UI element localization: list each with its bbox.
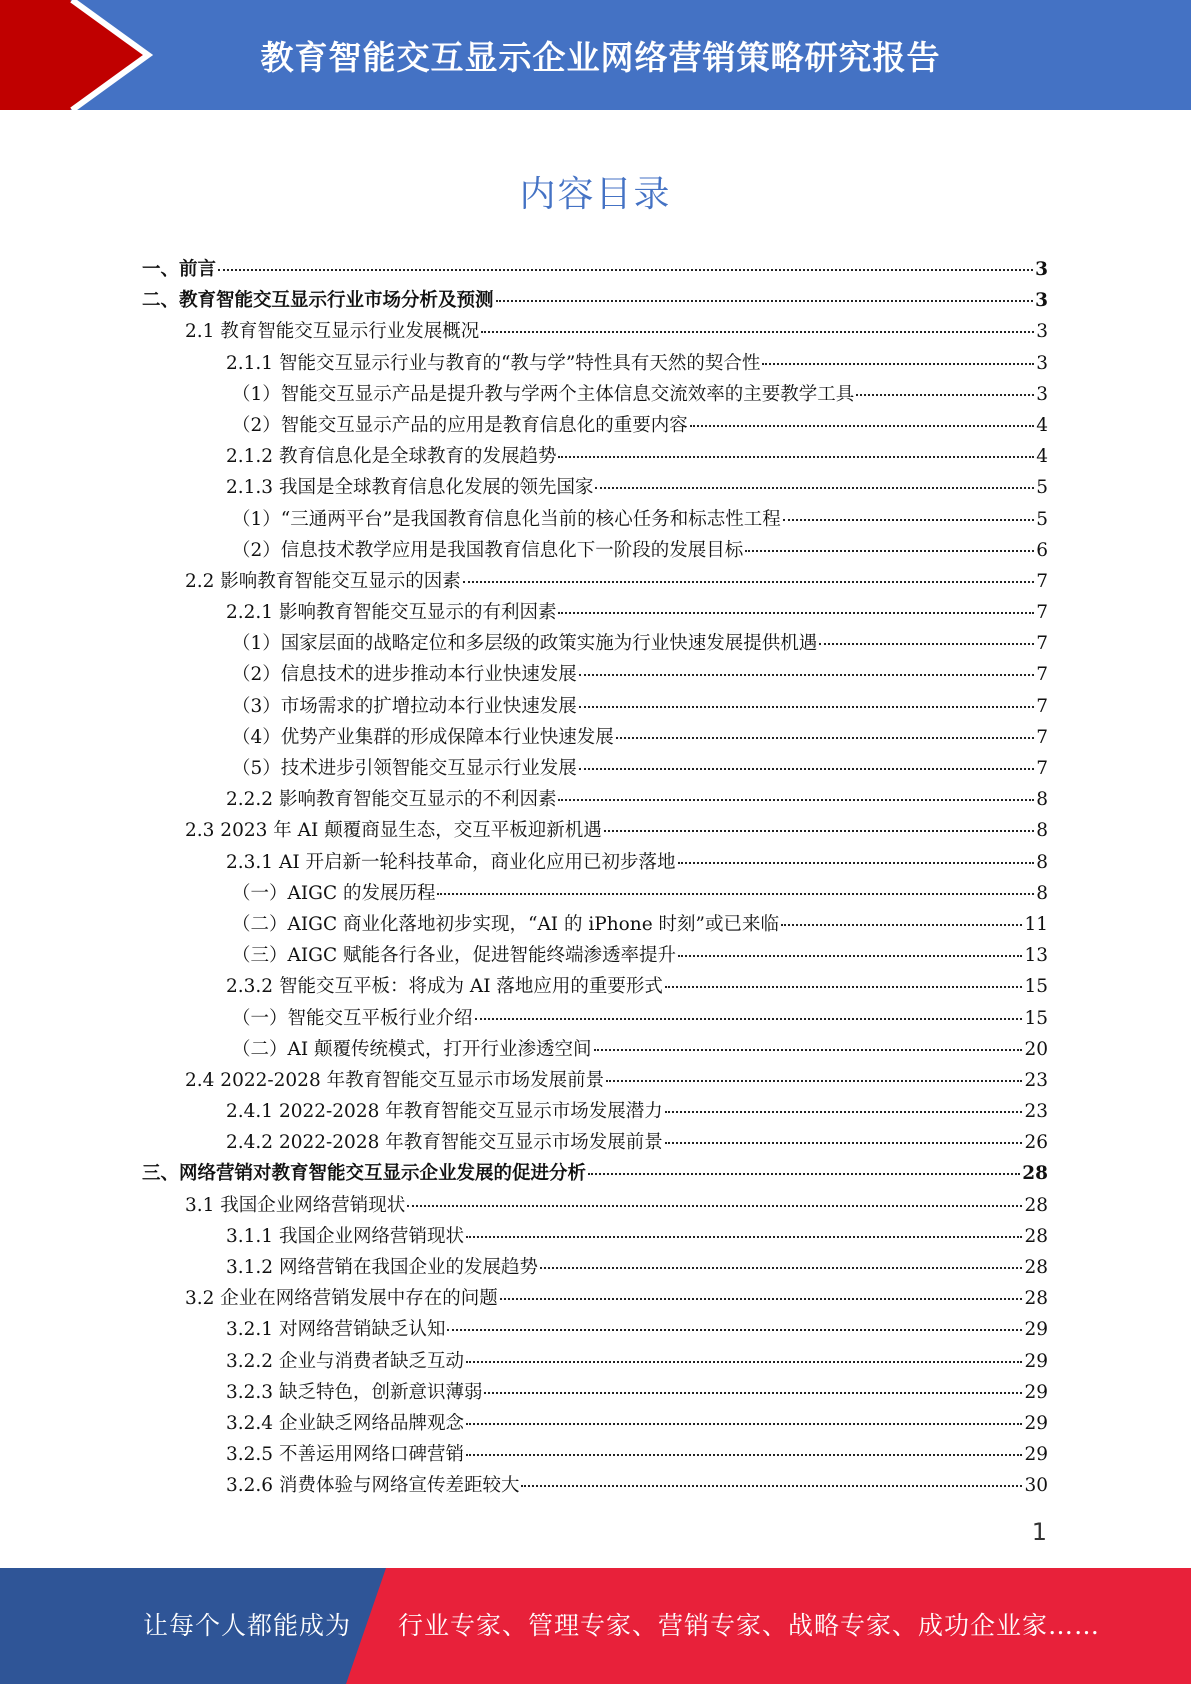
toc-dot-leader <box>606 1080 1022 1082</box>
toc-heading: 内容目录 <box>519 174 672 215</box>
toc-entry[interactable] <box>185 1065 1048 1096</box>
toc-entry-page: 7 <box>1036 602 1048 624</box>
toc-entry-page: 29 <box>1024 1444 1048 1466</box>
toc-entry-label: （三）AIGC 赋能各行各业，促进智能终端渗透率提升 <box>232 945 676 967</box>
footer-slogan-left: 让每个人都能成为 <box>143 1611 352 1640</box>
toc-dot-leader <box>595 487 1034 489</box>
toc-entry-page: 7 <box>1036 695 1048 717</box>
toc-entry[interactable] <box>226 1377 1048 1408</box>
toc-entry[interactable] <box>226 597 1048 628</box>
toc-dot-leader <box>665 986 1023 988</box>
report-title: 教育智能交互显示企业网络营销策略研究报告 <box>260 37 941 77</box>
toc-dot-leader <box>475 1018 1023 1020</box>
toc-dot-leader <box>678 955 1022 957</box>
toc-dot-leader <box>579 706 1034 708</box>
toc-entry-label: （4）优势产业集群的形成保障本行业快速发展 <box>232 726 614 748</box>
toc-entry[interactable] <box>142 1158 1048 1189</box>
header-chevron-icon <box>0 0 160 110</box>
toc-entry-label: 一、前言 <box>142 259 217 280</box>
toc-entry[interactable] <box>232 1034 1048 1065</box>
toc-entry-page: 15 <box>1024 1007 1048 1029</box>
toc-entry[interactable] <box>232 722 1048 753</box>
toc-entry-label: （一）智能交互平板行业介绍 <box>232 1007 473 1029</box>
toc-entry[interactable] <box>226 348 1048 379</box>
toc-entry-label: （二）AIGC 商业化落地初步实现，“AI 的 iPhone 时刻”或已来临 <box>232 913 779 935</box>
toc-entry-page: 30 <box>1024 1475 1048 1497</box>
toc-entry-page: 7 <box>1036 633 1048 655</box>
toc-entry-label: （2）信息技术教学应用是我国教育信息化下一阶段的发展目标 <box>232 539 744 561</box>
toc-entry-page: 3 <box>1036 352 1048 374</box>
toc-entry-page: 28 <box>1024 1225 1048 1247</box>
toc-dot-leader <box>678 862 1035 864</box>
toc-entry-label: 3.2.1 对网络营销缺乏认知 <box>226 1319 446 1341</box>
toc-entry[interactable] <box>185 566 1048 597</box>
toc-entry-label: 2.2.2 影响教育智能交互显示的不利因素 <box>226 789 557 811</box>
toc-entry[interactable] <box>232 535 1048 566</box>
toc-entry[interactable] <box>226 847 1048 878</box>
toc-entry[interactable] <box>232 940 1048 971</box>
toc-entry-label: 2.3 2023 年 AI 颠覆商显生态，交互平板迎新机遇 <box>185 820 602 842</box>
toc-dot-leader <box>496 300 1034 302</box>
toc-entry-page: 3 <box>1035 290 1048 312</box>
toc-entry[interactable] <box>226 1221 1048 1252</box>
toc-entry-label: （1）国家层面的战略定位和多层级的政策实施为行业快速发展提供机遇 <box>232 633 818 655</box>
toc-entry[interactable] <box>185 1190 1048 1221</box>
toc-dot-leader <box>690 425 1034 427</box>
toc-entry-label: 2.4.2 2022-2028 年教育智能交互显示市场发展前景 <box>226 1132 663 1154</box>
toc-entry-page: 3 <box>1036 383 1048 405</box>
toc-entry[interactable] <box>232 628 1048 659</box>
toc-entry[interactable] <box>226 1470 1048 1501</box>
toc-dot-leader <box>558 612 1034 614</box>
toc-entry[interactable] <box>185 316 1048 347</box>
toc-entry-page: 6 <box>1036 539 1048 561</box>
toc-entry-page: 26 <box>1024 1132 1048 1154</box>
header-banner <box>0 0 1191 110</box>
toc-entry-page: 8 <box>1036 851 1048 873</box>
toc-dot-leader <box>466 1454 1022 1456</box>
toc-entry-label: 3.2 企业在网络营销发展中存在的问题 <box>185 1288 498 1310</box>
toc-entry[interactable] <box>185 1283 1048 1314</box>
toc-entry[interactable] <box>142 285 1048 316</box>
toc-dot-leader <box>558 456 1034 458</box>
toc-dot-leader <box>558 799 1034 801</box>
toc-entry-page: 28 <box>1022 1163 1048 1185</box>
toc-dot-leader <box>762 363 1034 365</box>
toc-entry-label: 3.1.2 网络营销在我国企业的发展趋势 <box>226 1257 538 1278</box>
toc-entry-page: 5 <box>1036 508 1048 530</box>
toc-dot-leader <box>466 1361 1022 1363</box>
toc-dot-leader <box>665 1142 1023 1144</box>
toc-entry[interactable] <box>226 472 1048 503</box>
toc-entry-label: 2.1.1 智能交互显示行业与教育的“教与学”特性具有天然的契合性 <box>226 352 761 374</box>
toc-entry-label: （1）智能交互显示产品是提升教与学两个主体信息交流效率的主要教学工具 <box>232 383 855 405</box>
toc-entry-page: 7 <box>1036 664 1048 686</box>
toc-entry-label: 2.1.2 教育信息化是全球教育的发展趋势 <box>226 446 557 468</box>
toc-entry-label: 2.4.1 2022-2028 年教育智能交互显示市场发展潜力 <box>226 1101 663 1123</box>
toc-dot-leader <box>604 830 1035 832</box>
toc-entry-label: 3.2.2 企业与消费者缺乏互动 <box>226 1350 464 1372</box>
toc-entry[interactable] <box>226 1314 1048 1345</box>
toc-dot-leader <box>466 1423 1022 1425</box>
toc-entry-label: （2）信息技术的进步推动本行业快速发展 <box>232 664 577 686</box>
toc-dot-leader <box>437 893 1034 895</box>
toc-entry-label: 3.1.1 我国企业网络营销现状 <box>226 1225 464 1247</box>
toc-entry[interactable] <box>232 410 1048 441</box>
toc-entry-page: 23 <box>1024 1101 1048 1123</box>
toc-entry[interactable] <box>226 1252 1048 1283</box>
toc-entry-label: 2.3.2 智能交互平板：将成为 AI 落地应用的重要形式 <box>226 976 663 998</box>
toc-entry[interactable] <box>185 815 1048 846</box>
toc-entry-page: 28 <box>1024 1257 1048 1278</box>
toc-dot-leader <box>665 1111 1023 1113</box>
toc-entry-page: 4 <box>1036 446 1048 468</box>
toc-dot-leader <box>463 581 1034 583</box>
toc-entry-label: 3.2.5 不善运用网络口碑营销 <box>226 1444 464 1466</box>
toc-entry-page: 15 <box>1024 976 1048 998</box>
toc-entry-label: （1）“三通两平台”是我国教育信息化当前的核心任务和标志性工程 <box>232 508 781 530</box>
toc-entry[interactable] <box>232 691 1048 722</box>
toc-entry-page: 8 <box>1036 882 1048 904</box>
toc-entry-label: （二）AI 颠覆传统模式，打开行业渗透空间 <box>232 1038 592 1060</box>
toc-entry-label: （5）技术进步引领智能交互显示行业发展 <box>232 758 577 779</box>
toc-entry[interactable] <box>232 909 1048 940</box>
toc-entry-label: （2）智能交互显示产品的应用是教育信息化的重要内容 <box>232 414 688 436</box>
toc-entry-label: （一）AIGC 的发展历程 <box>232 882 436 904</box>
toc-entry-page: 8 <box>1036 820 1048 842</box>
toc-entry-label: （3）市场需求的扩增拉动本行业快速发展 <box>232 695 577 717</box>
toc-dot-leader <box>781 924 1022 926</box>
toc-dot-leader <box>500 1298 1023 1300</box>
toc-entry[interactable] <box>232 659 1048 690</box>
toc-entry[interactable] <box>226 1346 1048 1377</box>
toc-entry-page: 8 <box>1036 789 1048 811</box>
toc-entry-page: 28 <box>1024 1194 1048 1216</box>
toc-entry[interactable] <box>142 254 1048 285</box>
toc-dot-leader <box>783 519 1035 521</box>
toc-entry[interactable] <box>226 971 1048 1002</box>
toc-dot-leader <box>856 394 1034 396</box>
toc-entry[interactable] <box>232 878 1048 909</box>
toc-entry-label: 2.1 教育智能交互显示行业发展概况 <box>185 321 480 343</box>
toc-entry-page: 13 <box>1024 945 1048 967</box>
toc-entry-label: 二、教育智能交互显示行业市场分析及预测 <box>142 290 494 312</box>
toc-entry[interactable] <box>232 379 1048 410</box>
toc-entry-label: 3.2.3 缺乏特色，创新意识薄弱 <box>226 1381 483 1403</box>
toc-dot-leader <box>579 674 1034 676</box>
toc-entry-page: 5 <box>1036 477 1048 499</box>
toc-dot-leader <box>481 331 1034 333</box>
toc-entry-page: 3 <box>1036 321 1048 343</box>
toc-entry-page: 7 <box>1036 570 1048 592</box>
toc-entry-label: 2.1.3 我国是全球教育信息化发展的领先国家 <box>226 477 594 499</box>
toc-dot-leader <box>218 269 1033 271</box>
table-of-contents <box>0 254 1191 1502</box>
toc-dot-leader <box>447 1329 1022 1331</box>
toc-entry[interactable] <box>232 1003 1048 1034</box>
toc-entry-label: 2.4 2022-2028 年教育智能交互显示市场发展前景 <box>185 1069 605 1091</box>
toc-entry-label: 2.3.1 AI 开启新一轮科技革命，商业化应用已初步落地 <box>226 851 676 873</box>
toc-entry-page: 20 <box>1024 1038 1048 1060</box>
toc-dot-leader <box>819 643 1034 645</box>
toc-dot-leader <box>579 768 1034 770</box>
toc-dot-leader <box>616 737 1034 739</box>
toc-entry-label: 2.2.1 影响教育智能交互显示的有利因素 <box>226 602 557 624</box>
toc-entry-label: 2.2 影响教育智能交互显示的因素 <box>185 570 461 592</box>
toc-entry-label: 三、网络营销对教育智能交互显示企业发展的促进分析 <box>142 1163 587 1185</box>
footer-banner <box>0 1568 1191 1684</box>
toc-dot-leader <box>407 1205 1022 1207</box>
toc-entry-label: 3.2.4 企业缺乏网络品牌观念 <box>226 1412 464 1434</box>
toc-entry-page: 11 <box>1024 913 1048 935</box>
toc-entry[interactable] <box>232 753 1048 784</box>
toc-dot-leader <box>745 550 1034 552</box>
toc-dot-leader <box>466 1236 1022 1238</box>
toc-entry[interactable] <box>232 504 1048 535</box>
toc-dot-leader <box>521 1485 1022 1487</box>
toc-entry-label: 3.1 我国企业网络营销现状 <box>185 1194 406 1216</box>
toc-entry-page: 7 <box>1036 726 1048 748</box>
toc-entry-page: 4 <box>1036 414 1048 436</box>
toc-entry[interactable] <box>226 1439 1048 1470</box>
toc-entry-label: 3.2.6 消费体验与网络宣传差距较大 <box>226 1475 520 1497</box>
toc-dot-leader <box>588 1173 1020 1175</box>
toc-entry[interactable] <box>226 1127 1048 1158</box>
toc-dot-leader <box>540 1267 1022 1269</box>
toc-entry[interactable] <box>226 784 1048 815</box>
toc-entry-page: 3 <box>1035 259 1048 280</box>
toc-dot-leader <box>484 1392 1022 1394</box>
toc-entry-page: 29 <box>1024 1381 1048 1403</box>
toc-entry-page: 29 <box>1024 1350 1048 1372</box>
toc-entry-page: 7 <box>1036 758 1048 779</box>
footer-slogan-right: 行业专家、管理专家、营销专家、战略专家、成功企业家…… <box>398 1611 1101 1640</box>
toc-entry[interactable] <box>226 1408 1048 1439</box>
toc-entry-page: 28 <box>1024 1288 1048 1310</box>
toc-entry[interactable] <box>226 1096 1048 1127</box>
toc-entry[interactable] <box>226 441 1048 472</box>
toc-entry-page: 29 <box>1024 1319 1048 1341</box>
toc-entry-page: 23 <box>1024 1069 1048 1091</box>
toc-dot-leader <box>594 1049 1023 1051</box>
toc-entry-page: 29 <box>1024 1412 1048 1434</box>
page-number: 1 <box>1031 1518 1047 1546</box>
